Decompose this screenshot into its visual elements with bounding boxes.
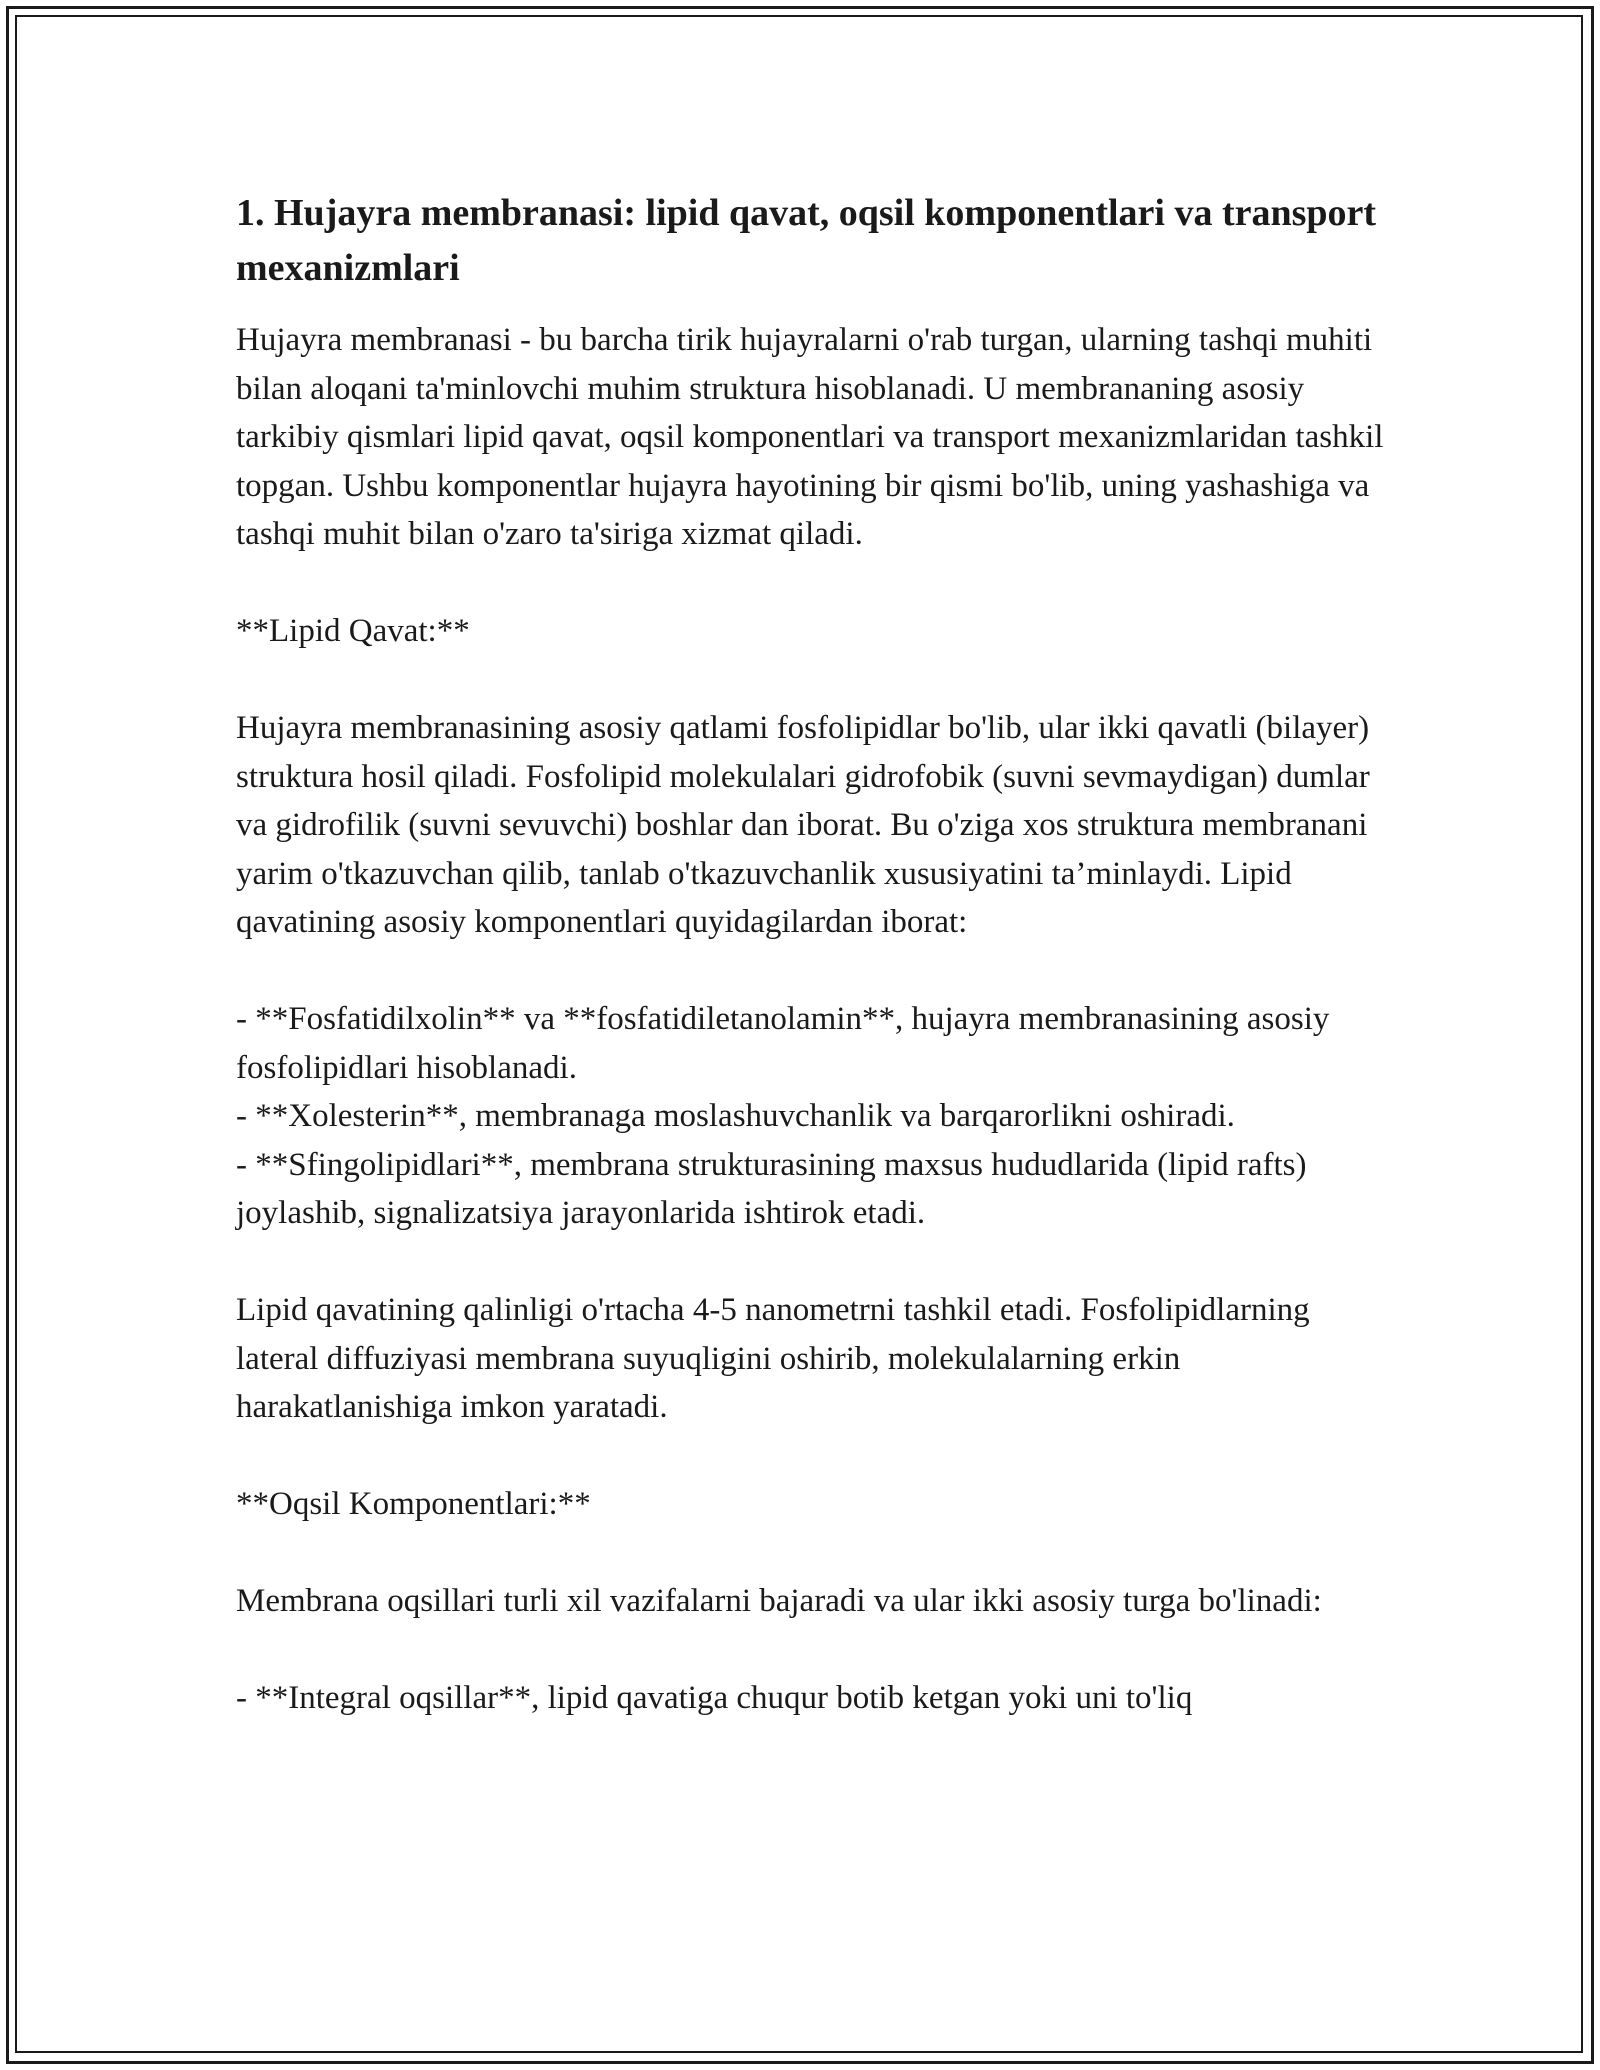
lipid-paragraph: Hujayra membranasining asosiy qatlami fosfolipidlar bo'lib, ular ikki qavatli (bilayer) struktura hosil qiladi. Fosfolipid molekulalari gidrofobik (suvni sevmaydigan) dumlar va gidrofilik (suvni sevuvchi) boshlar dan iborat. Bu o'ziga xos struktura membranani yarim o'tkazuvchan qilib, tanlab o'tkazuvchanlik xususiyatini ta’minlaydi. Lipid qavatining asosiy komponentlari quyidagilardan iborat: [236, 710, 1370, 940]
list-item: - **Fosfatidilxolin** va **fosfatidiletanolamin**, hujayra membranasining asosiy fosfolipidlari hisoblanadi. [236, 1001, 1330, 1086]
list-item: - **Sfingolipidlari**, membrana strukturasining maxsus hududlarida (lipid rafts) joylashib, signalizatsiya jarayonlarida ishtirok etadi. [236, 1146, 1307, 1231]
section-title: 1. Hujayra membranasi: lipid qavat, oqsil komponentlari va transport mexanizmlari [236, 192, 1377, 289]
list-item: - **Xolesterin**, membranaga moslashuvchanlik va barqarorlikni oshiradi. [236, 1098, 1235, 1134]
lipid-thickness-paragraph: Lipid qavatining qalinligi o'rtacha 4-5 nanometrni tashkil etadi. Fosfolipidlarning lateral diffuziyasi membrana suyuqligini oshirib, molekulalarning erkin harakatlanishiga imkon yaratadi. [236, 1292, 1310, 1425]
list-item: - **Integral oqsillar**, lipid qavatiga chuqur botib ketgan yoki uni to'liq [236, 1680, 1193, 1716]
protein-subheading: **Oqsil Komponentlari:** [236, 1486, 591, 1522]
lipid-component-list [236, 995, 1386, 1238]
lipid-subheading: **Lipid Qavat:** [236, 613, 470, 649]
protein-paragraph: Membrana oqsillari turli xil vazifalarni bajaradi va ular ikki asosiy turga bo'linadi: [236, 1583, 1322, 1619]
document-body [236, 186, 1386, 1723]
intro-paragraph: Hujayra membranasi - bu barcha tirik hujayralarni o'rab turgan, ularning tashqi muhiti bilan aloqani ta'minlovchi muhim struktura hisoblanadi. U membrananing asosiy tarkibiy qismlari lipid qavat, oqsil komponentlari va transport mexanizmlaridan tashkil topgan. Ushbu komponentlar hujayra hayotining bir qismi bo'lib, uning yashashiga va tashqi muhit bilan o'zaro ta'siriga xizmat qiladi. [236, 322, 1384, 552]
